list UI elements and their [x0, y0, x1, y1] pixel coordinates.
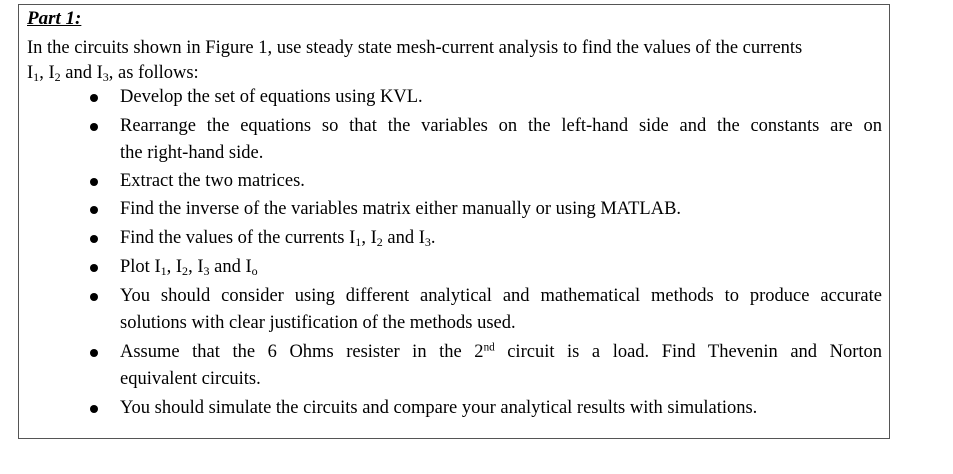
list-item-text: Assume that the 6 Ohms resister in the 2nd circuit is a load. Find Thevenin and Norton equivalent circuits.: [120, 341, 882, 389]
list-item-text: You should consider using different analytical and mathematical methods to produce accurate solutions with clear justification of the methods used.: [120, 286, 882, 333]
list-item-text: You should simulate the circuits and compare your analytical results with simulations.: [120, 398, 758, 418]
list-item-text: Rearrange the equations so that the variables on the left-hand side and the constants are on the right-hand side.: [120, 116, 882, 163]
part-title: Part 1:: [27, 8, 82, 29]
list-item-text: Extract the two matrices.: [120, 171, 305, 191]
bullet-icon: [90, 178, 98, 186]
bullet-icon: [90, 94, 98, 102]
intro-line-2: $I_1$, $I_2$ and $I_3$, as follows:: [27, 63, 199, 84]
intro-line-1: In the circuits shown in Figure 1, use steady state mesh-current analysis to find the values of the currents: [27, 38, 803, 58]
bullet-icon: [90, 206, 98, 214]
list-item-text: Develop the set of equations using KVL.: [120, 87, 423, 107]
bullet-icon: [90, 264, 98, 272]
bullet-icon: [90, 405, 98, 413]
bullet-icon: [90, 349, 98, 357]
list-item-text: Find the values of the currents $I_1$, $I_2$ and $I_3$.: [120, 228, 436, 249]
intro-paragraph: [27, 36, 883, 86]
list-item-text: Plot $I_1$, $I_2$, $I_3$ and $I_o$: [120, 257, 258, 278]
bullet-icon: [90, 293, 98, 301]
bullet-icon: [90, 235, 98, 243]
list-item-text: Find the inverse of the variables matrix either manually or using MATLAB.: [120, 199, 682, 219]
bullet-icon: [90, 123, 98, 131]
